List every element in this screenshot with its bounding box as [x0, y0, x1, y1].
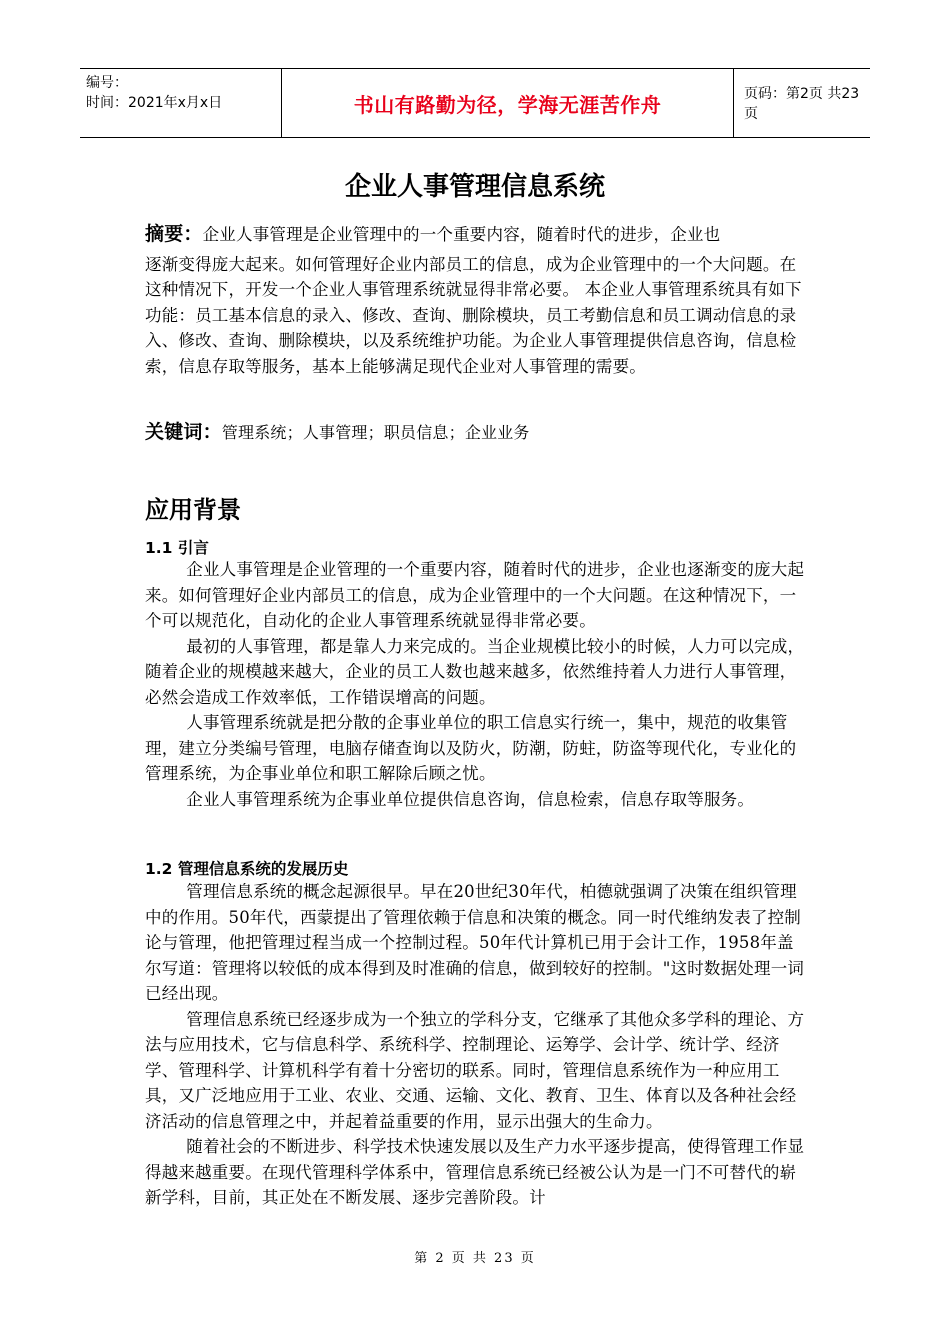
header-page-label: 页码：第2页 共23页: [744, 86, 860, 122]
subsection-heading-history: 1.2 管理信息系统的发展历史: [145, 860, 349, 878]
subsection-body-history: [145, 879, 805, 1211]
page-header: [80, 68, 870, 138]
section-heading: 应用背景: [145, 496, 241, 524]
paragraph: 管理信息系统的概念起源很早。早在20世纪30年代，柏德就强调了决策在组织管理中的作用。50年代，西蒙提出了管理依赖于信息和决策的概念。同一时代维纳发表了控制论与管理，他把管理过程当成一个控制过程。50年代计算机已用于会计工作，1958年盖尔写道：管理将以较低的成本得到及时准确的信息，做到较好的控制。"这时数据处理一词已经出现。: [145, 882, 805, 1003]
abstract-first-text: 企业人事管理是企业管理中的一个重要内容，随着时代的进步，企业也: [202, 225, 721, 244]
subsection-body-intro: [145, 557, 805, 812]
header-motto: 书山有路勤为径，学海无涯苦作舟: [282, 69, 734, 137]
paragraph: 企业人事管理是企业管理的一个重要内容，随着时代的进步，企业也逐渐变的庞大起来。如何管理好企业内部员工的信息，成为企业管理中的一个大问题。在这种情况下，一个可以规范化，自动化的企业人事管理系统就显得非常必要。: [145, 560, 805, 630]
abstract: [145, 222, 805, 379]
paragraph: 管理信息系统已经逐步成为一个独立的学科分支，它继承了其他众多学科的理论、方法与应用技术，它与信息科学、系统科学、控制理论、运筹学、会计学、统计学、经济学、管理科学、计算机科学有着十分密切的联系。同时，管理信息系统作为一种应用工具，又广泛地应用于工业、农业、交通、运输、文化、教育、卫生、体育以及各种社会经济活动的信息管理之中，并起着益重要的作用，显示出强大的生命力。: [145, 1009, 805, 1131]
keywords-label: 关键词：: [145, 421, 222, 443]
subsection-heading-intro: 1.1 引言: [145, 539, 209, 557]
document-title: 企业人事管理信息系统: [344, 172, 605, 202]
keywords: [145, 420, 805, 446]
time-label: 时间：2021年x月x日: [86, 95, 223, 111]
number-label: 编号：: [86, 75, 128, 91]
paragraph: 随着社会的不断进步、科学技术快速发展以及生产力水平逐步提高，使得管理工作显得越来越重要。在现代管理科学体系中，管理信息系统已经被公认为是一门不可替代的崭新学科，目前，其正处在不断发展、逐步完善阶段。计: [145, 1137, 805, 1207]
page-footer: 第 2 页 共 23 页: [414, 1251, 536, 1266]
paragraph: 人事管理系统就是把分散的企事业单位的职工信息实行统一，集中，规范的收集管理，建立分类编号管理，电脑存储查询以及防火，防潮，防蛀，防盗等现代化，专业化的管理系统，为企事业单位和职工解除后顾之忧。: [145, 713, 797, 783]
abstract-body: 逐渐变得庞大起来。如何管理好企业内部员工的信息，成为企业管理中的一个大问题。在这种情况下，开发一个企业人事管理系统就显得非常必要。 本企业人事管理系统具有如下功能：员工基本信息的录入、修改、查询、删除模块，员工考勤信息和员工调动信息的录入、修改、查询、删除模块，以及系统维护功能。为企业人事管理提供信息咨询，信息检索，信息存取等服务，基本上能够满足现代企业对人事管理的需要。: [145, 254, 802, 376]
paragraph: 最初的人事管理，都是靠人力来完成的。当企业规模比较小的时候，人力可以完成，随着企业的规模越来越大，企业的员工人数也越来越多，依然维持着人力进行人事管理，必然会造成工作效率低，工作错误增高的问题。: [145, 636, 805, 707]
abstract-first-line: [145, 222, 805, 248]
abstract-label: 摘要：: [145, 223, 203, 245]
keywords-text: 管理系统；人事管理；职员信息；企业业务: [221, 423, 530, 442]
header-meta: [80, 69, 282, 137]
paragraph: 企业人事管理系统为企事业单位提供信息咨询，信息检索，信息存取等服务。: [186, 789, 755, 809]
